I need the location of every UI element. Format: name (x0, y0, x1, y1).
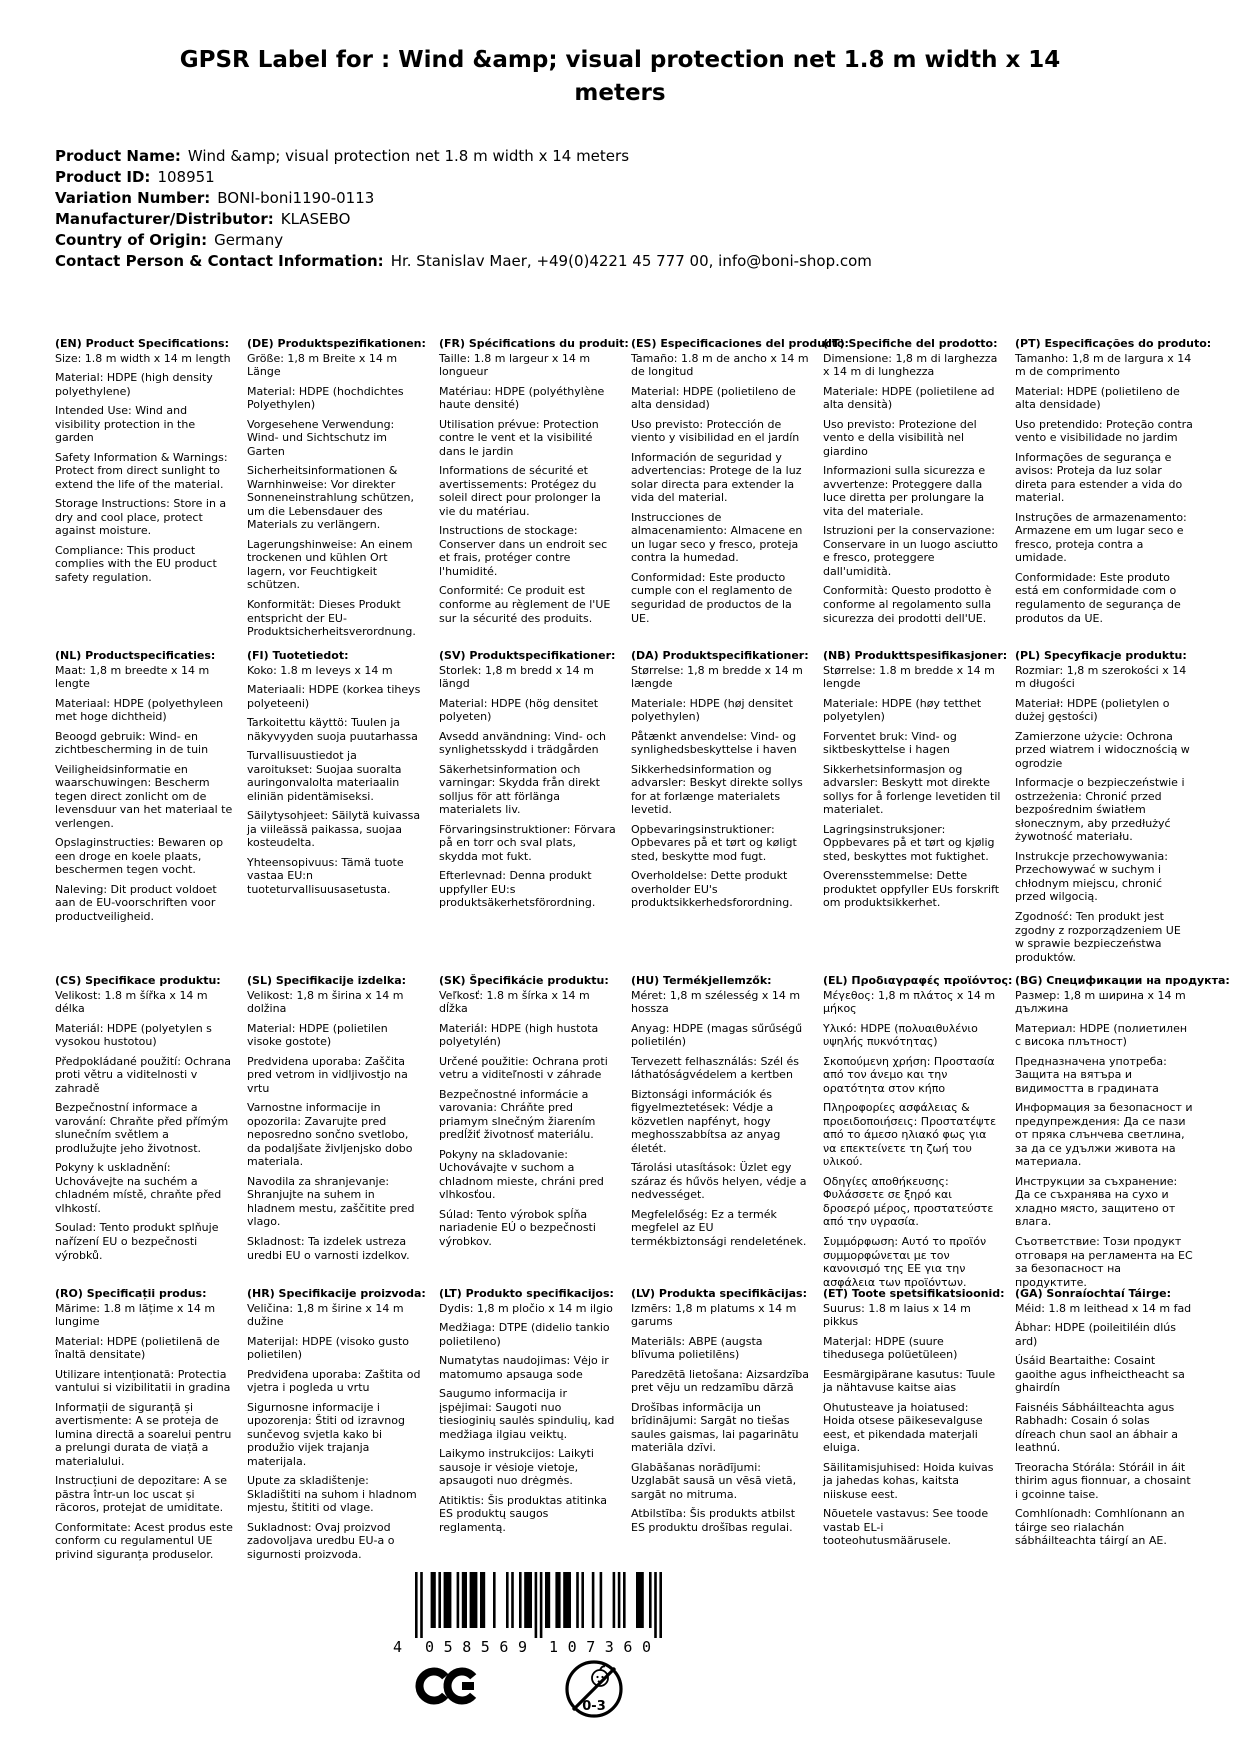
lang-section-paragraph: Eesmärgipärane kasutus: Tuule ja nähtavuse kaitse aias (823, 1367, 996, 1395)
lang-section-paragraph: Anyag: HDPE (magas sűrűségű polietilén) (631, 1021, 803, 1049)
lang-section-paragraph: Compliance: This product complies with the EU product safety regulation. (55, 543, 217, 584)
lang-section-paragraph: Μέγεθος: 1,8 m πλάτος x 14 m μήκος (823, 988, 996, 1016)
lang-section-paragraph: Materiaal: HDPE (polyethyleen met hoge dichtheid) (55, 696, 224, 724)
language-grid (55, 337, 1230, 1568)
lang-section-paragraph: Určené použitie: Ochrana proti vetru a viditeľnosti v záhrade (439, 1054, 608, 1082)
info-value: Wind &amp; visual protection net 1.8 m width x 14 meters (187, 147, 630, 165)
lang-section-lv (631, 1287, 809, 1568)
ce-mark-icon (415, 1664, 483, 1712)
lang-section-heading: (PT) Especificações do produto: (1015, 337, 1212, 350)
lang-section-paragraph: Förvaringsinstruktioner: Förvara på en torr och sval plats, skydda mot fukt. (439, 822, 616, 863)
lang-section-heading: (DA) Produktspecifikationer: (631, 649, 809, 662)
lang-section-sv (439, 649, 617, 974)
lang-section-paragraph: Материал: HDPE (полиетилен с висока плътност) (1015, 1021, 1188, 1049)
lang-section-pl (1015, 649, 1193, 974)
lang-section-paragraph: Upute za skladištenje: Skladištiti na suhom i hladnom mjestu, štititi od vlage. (247, 1474, 417, 1515)
info-row (55, 167, 872, 188)
lang-section-paragraph: Biztonsági információk és figyelmeztetések: Védje a közvetlen napfényt, hogy meghosszabbítsa az anyag életét. (631, 1087, 781, 1155)
lang-section-paragraph: Størrelse: 1.8 m bredde x 14 m lengde (823, 663, 995, 691)
lang-section-paragraph: Paredzētā lietošana: Aizsardzība pret vēju un redzamību dārzā (631, 1367, 810, 1395)
lang-section-paragraph: Instrukcje przechowywania: Przechowywać w suchym i chłodnym miejscu, chronić przed wilgocią. (1015, 849, 1169, 904)
age-warning-label: 0-3 (582, 1699, 606, 1714)
lang-section-paragraph: Tamanho: 1,8 m de largura x 14 m de comprimento (1015, 351, 1192, 379)
info-value: 108951 (157, 168, 215, 186)
lang-section-paragraph: Pokyny k uskladnění: Uchovávejte na suchém a chladném místě, chraňte před vlhkostí. (55, 1161, 222, 1215)
barcode (391, 1572, 675, 1658)
lang-section-paragraph: Предназначена употреба: Защита на вятъра и видимостта в градината (1015, 1054, 1167, 1095)
info-label: Manufacturer/Distributor: (55, 210, 274, 228)
marks-row (415, 1656, 625, 1726)
lang-section-bg (1015, 974, 1230, 1289)
lang-section-heading: (ET) Toote spetsifikatsioonid: (823, 1287, 1005, 1300)
lang-section-paragraph: Numatytas naudojimas: Vėjo ir matomumo apsauga sode (439, 1354, 609, 1381)
lang-section-paragraph: Sukladnost: Ovaj proizvod zadovoljava uredbu EU-a o sigurnosti proizvoda. (247, 1520, 395, 1561)
lang-section-paragraph: Mărime: 1.8 m lățime x 14 m lungime (55, 1301, 216, 1329)
lang-section-paragraph: Pokyny na skladovanie: Uchovávajte v suchom a chladnom mieste, chráni pred vlhkosťou. (439, 1147, 604, 1202)
lang-section-paragraph: Размер: 1,8 m ширина x 14 m дължина (1015, 988, 1186, 1016)
lang-section-paragraph: Informazioni sulla sicurezza e avvertenze: Proteggere dalla luce diretta per prolungare la vita del materiale. (823, 464, 986, 518)
lang-section-paragraph: Sikkerhedsinformation og advarsler: Beskyt direkte sollys for at forlænge materialets levetid. (631, 762, 803, 817)
lang-section-heading: (IT) Specifiche del prodotto: (823, 337, 998, 350)
info-label: Product ID: (55, 168, 151, 186)
lang-section-sl (247, 974, 425, 1287)
lang-section-paragraph: Tervezett felhasználás: Szél és láthatóságvédelem a kertben (631, 1054, 800, 1082)
lang-section-paragraph: Materiaali: HDPE (korkea tiheys polyeteeni) (247, 683, 421, 710)
info-value: Hr. Stanislav Maer, +49(0)4221 45 777 00, info@boni-shop.com (390, 252, 872, 270)
info-label: Contact Person & Contact Information: (55, 252, 384, 270)
lang-section-paragraph: Drošības informācija un brīdinājumi: Sargāt no tiešas saules gaismas, lai pagarinātu materiāla dzīvi. (631, 1400, 799, 1455)
lang-section-heading: (FI) Tuotetiedot: (247, 649, 349, 662)
lang-section-paragraph: Intended Use: Wind and visibility protection in the garden (55, 404, 196, 445)
lang-section-paragraph: Veličina: 1,8 m širine x 14 m dužine (247, 1301, 404, 1329)
lang-section-paragraph: Conformité: Ce produit est conforme au règlement de l'UE sur la sécurité des produits. (439, 584, 611, 625)
lang-section-paragraph: Conformitate: Acest produs este conform cu regulamentul UE privind siguranța produselor. (55, 1520, 233, 1561)
lang-section-hr (247, 1287, 425, 1568)
lang-section-paragraph: Varnostne informacije in opozorila: Zavarujte pred neposredno sončno svetlobo, da podaljšate življenjsko dobo materiala. (247, 1101, 413, 1169)
product-info (55, 146, 872, 272)
lang-section-paragraph: Bezpečnostné informácie a varovania: Chráňte pred priamym slnečným žiarením predĺžiť životnosť materiálu. (439, 1087, 596, 1142)
lang-section-heading: (LV) Produkta specifikācijas: (631, 1287, 807, 1300)
lang-section-paragraph: Předpokládané použití: Ochrana proti větru a viditelnosti v zahradě (55, 1054, 232, 1095)
lang-section-lt (439, 1287, 617, 1568)
lang-section-paragraph: Sigurnosne informacije i upozorenja: Štiti od izravnog sunčevog svjetla kako bi produžio vijek trajanja materijala. (247, 1400, 405, 1468)
lang-section-paragraph: Naleving: Dit product voldoet aan de EU-voorschriften voor productveiligheid. (55, 882, 217, 923)
lang-section-paragraph: Material: HDPE (polietileno de alta densidade) (1015, 384, 1180, 412)
lang-section-paragraph: Bezpečnostní informace a varování: Chraňte před přímým slunečním světlem a prodlužujte jeho životnost. (55, 1101, 229, 1155)
lang-section-paragraph: Saugumo informacija ir įspėjimai: Saugoti nuo tiesioginių saulės spindulių, kad medžiaga ilgiau veiktų. (439, 1387, 615, 1441)
lang-section-paragraph: Conformità: Questo prodotto è conforme al regolamento sulla sicurezza dei prodotti dell'UE. (823, 584, 992, 625)
lang-section-paragraph: Uso previsto: Protección de viento y visibilidad en el jardín (631, 417, 800, 445)
lang-section-paragraph: Taille: 1.8 m largeur x 14 m longueur (439, 351, 591, 379)
lang-section-paragraph: Utilisation prévue: Protection contre le vent et la visibilité dans le jardin (439, 417, 599, 458)
lang-section-paragraph: Tamaño: 1.8 m de ancho x 14 m de longitud (631, 351, 809, 379)
lang-section-paragraph: Conformidad: Este producto cumple con el reglamento de seguridad de productos de la UE. (631, 570, 793, 625)
info-row (55, 209, 872, 230)
lang-section-paragraph: Materiál: HDPE (polyetylen s vysokou hustotou) (55, 1021, 212, 1049)
lang-section-heading: (FR) Spécifications du produit: (439, 337, 629, 350)
lang-section-heading: (GA) Sonraíochtaí Táirge: (1015, 1287, 1171, 1300)
lang-section-et (823, 1287, 1005, 1568)
lang-section-heading: (ES) Especificaciones del producto: (631, 337, 849, 350)
info-row (55, 188, 872, 209)
lang-section-paragraph: Méid: 1.8 m leithead x 14 m fad (1015, 1301, 1192, 1315)
lang-section-heading: (NL) Productspecificaties: (55, 649, 216, 662)
lang-section-da (631, 649, 809, 974)
lang-section-heading: (LT) Produkto specifikacijos: (439, 1287, 614, 1300)
lang-section-paragraph: Materiale: HDPE (høy tetthet polyetylen) (823, 696, 982, 724)
lang-section-paragraph: Zamierzone użycie: Ochrona przed wiatrem i widocznością w ogrodzie (1015, 729, 1190, 770)
lang-section-paragraph: Informations de sécurité et avertissements: Protégez du soleil direct pour prolonger la vie du matériau. (439, 464, 601, 518)
lang-section-paragraph: Material: HDPE (polietileno de alta densidad) (631, 384, 796, 412)
lang-section-paragraph: Veľkosť: 1.8 m šírka x 14 m dĺžka (439, 988, 590, 1016)
lang-section-fi (247, 649, 425, 974)
lang-section-paragraph: Medžiaga: DTPE (didelio tankio polietileno) (439, 1321, 610, 1348)
lang-section-paragraph: Overholdelse: Dette produkt overholder EU's produktsikkerhedsforordning. (631, 869, 793, 910)
lang-section-paragraph: Avsedd användning: Vind- och synlighetsskydd i trädgården (439, 729, 606, 757)
lang-section-paragraph: Materiale: HDPE (polietilene ad alta densità) (823, 384, 995, 412)
lang-section-paragraph: Tárolási utasítások: Üzlet egy száraz és hűvös helyen, védje a nedvességet. (631, 1161, 807, 1202)
lang-section-heading: (SV) Produktspecifikationer: (439, 649, 616, 662)
lang-section-paragraph: Konformität: Dieses Produkt entspricht der EU-Produktsicherheitsverordnung. (247, 598, 416, 639)
lang-section-paragraph: Größe: 1,8 m Breite x 14 m Länge (247, 351, 398, 379)
lang-section-ga (1015, 1287, 1193, 1568)
lang-section-paragraph: Súlad: Tento výrobok spĺňa nariadenie EÚ o bezpečnosti výrobkov. (439, 1207, 596, 1248)
lang-section-paragraph: Conformidade: Este produto está em conformidade com o regulamento de segurança de produtos da UE. (1015, 570, 1181, 625)
barcode-digit-first: 4 (393, 1638, 403, 1654)
lang-section-paragraph: Lagerungshinweise: An einem trockenen und kühlen Ort lagern, vor Feuchtigkeit schützen. (247, 537, 413, 592)
lang-section-paragraph: Tarkoitettu käyttö: Tuulen ja näkyvyyden suoja puutarhassa (247, 716, 418, 743)
lang-section-paragraph: Veiligheidsinformatie en waarschuwingen: Bescherm tegen direct zonlicht om de levensduur van het materiaal te verlengen. (55, 762, 233, 830)
lang-section-paragraph: Glabāšanas norādījumi: Uzglabāt sausā un vēsā vietā, sargāt no mitruma. (631, 1460, 797, 1501)
lang-section-paragraph: Laikymo instrukcijos: Laikyti sausoje ir vėsioje vietoje, apsaugoti nuo drėgmės. (439, 1447, 594, 1488)
lang-section-paragraph: Rozmiar: 1,8 m szerokości x 14 m długości (1015, 663, 1187, 691)
lang-section-heading: (DE) Produktspezifikationen: (247, 337, 426, 350)
lang-section-paragraph: Material: HDPE (high density polyethylene) (55, 371, 213, 398)
lang-section-paragraph: Vorgesehene Verwendung: Wind- und Sichtschutz im Garten (247, 417, 395, 458)
lang-section-paragraph: Sikkerhetsinformasjon og advarsler: Beskytt mot direkte sollys for å forlenge levetiden til materialet. (823, 762, 1001, 817)
lang-section-paragraph: Informații de siguranță și avertismente: A se proteja de lumina directă a soarelui pentru a prelungi durata de viață a materialului. (55, 1400, 232, 1468)
lang-section-paragraph: Megfelelőség: Ez a termék megfelel az EU termékbiztonsági rendeletének. (631, 1207, 807, 1248)
lang-section-paragraph: Instrucțiuni de depozitare: A se păstra într-un loc uscat și răcoros, protejat de umiditate. (55, 1474, 228, 1515)
lang-section-paragraph: Comhlíonadh: Comhlíonann an táirge seo rialachán sábháilteachta táirgí an AE. (1015, 1507, 1185, 1548)
lang-section-es (631, 337, 849, 649)
lang-section-paragraph: Matériau: HDPE (polyéthylène haute densité) (439, 384, 605, 412)
lang-section-paragraph: Инструкции за съхранение: Да се съхранява на сухо и хладно място, защитено от влага. (1015, 1174, 1178, 1229)
info-row (55, 230, 872, 251)
lang-section-paragraph: Skladnost: Ta izdelek ustreza uredbi EU o varnosti izdelkov. (247, 1235, 410, 1262)
info-value: KLASEBO (280, 210, 351, 228)
lang-section-paragraph: Instructions de stockage: Conserver dans un endroit sec et frais, protéger contre l'humidité. (439, 524, 608, 578)
barcode-digits-right: 107360 (549, 1638, 651, 1654)
lang-section-paragraph: Yhteensopivuus: Tämä tuote vastaa EU:n tuoteturvallisuusasetusta. (247, 855, 404, 896)
lang-section-paragraph: Safety Information & Warnings: Protect from direct sunlight to extend the life of the material. (55, 450, 228, 491)
lang-section-paragraph: Treoracha Stórála: Stóráil in áit thirim agus fionnuar, a chosaint i gcoinne taise. (1015, 1460, 1191, 1501)
lang-section-paragraph: Úsáid Beartaithe: Cosaint gaoithe agus infheictheacht sa ghairdín (1015, 1354, 1185, 1395)
lang-section-paragraph: Materjal: HDPE (suure tihedusega polüetüleen) (823, 1334, 958, 1362)
lang-section-paragraph: Turvallisuustiedot ja varoitukset: Suojaa suoralta auringonvalolta materiaalin eliniän pidentämiseksi. (247, 749, 402, 803)
lang-section-paragraph: Säkerhetsinformation och varningar: Skydda från direkt solljus för att förlänga materialets liv. (439, 762, 600, 817)
age-warning-icon (563, 1656, 625, 1726)
lang-section-paragraph: Velikost: 1.8 m šířka x 14 m délka (55, 988, 208, 1016)
lang-section-paragraph: Material: HDPE (hochdichtes Polyethylen) (247, 384, 404, 412)
lang-section-paragraph: Información de seguridad y advertencias: Protege de la luz solar directa para extender la vida del material. (631, 450, 802, 505)
lang-section-paragraph: Informações de segurança e avisos: Proteja da luz solar direta para estender a vida do material. (1015, 450, 1183, 505)
lang-section-heading: (CS) Specifikace produktu: (55, 974, 221, 987)
lang-section-paragraph: Méret: 1,8 m szélesség x 14 m hossza (631, 988, 801, 1016)
lang-section-paragraph: Informacje o bezpieczeństwie i ostrzeżenia: Chronić przed bezpośrednim światłem słonecznym, aby przedłużyć żywotność materiału. (1015, 776, 1185, 844)
lang-section-paragraph: Zgodność: Ten produkt jest zgodny z rozporządzeniem UE w sprawie bezpieczeństwa produktów. (1015, 910, 1181, 964)
lang-section-sk (439, 974, 617, 1287)
lang-section-cs (55, 974, 233, 1287)
lang-section-paragraph: Efterlevnad: Denna produkt uppfyller EU:s produktsäkerhetsförordning. (439, 869, 596, 910)
lang-section-paragraph: Navodila za shranjevanje: Shranjujte na suhem in hladnem mestu, zaščitite pred vlago. (247, 1174, 415, 1229)
lang-section-nb (823, 649, 1008, 974)
lang-section-paragraph: Soulad: Tento produkt splňuje nařízení EU o bezpečnosti výrobků. (55, 1221, 219, 1262)
lang-section-paragraph: Πληροφορίες ασφάλειας & προειδοποιήσεις: Προστατέψτε από το άμεσο ηλιακό φως για να επεκτείνετε τη ζωή του υλικού. (823, 1101, 997, 1169)
lang-section-paragraph: Dydis: 1,8 m pločio x 14 m ilgio (439, 1301, 613, 1315)
lang-section-paragraph: Lagringsinstruksjoner: Oppbevares på et tørt og kjølig sted, beskyttes mot fuktighet. (823, 822, 995, 863)
lang-section-paragraph: Predviđena uporaba: Zaštita od vjetra i pogleda u vrtu (247, 1367, 421, 1395)
lang-section-paragraph: Izmērs: 1,8 m platums x 14 m garums (631, 1301, 797, 1329)
lang-section-paragraph: Koko: 1.8 m leveys x 14 m (247, 663, 393, 677)
lang-section-paragraph: Overensstemmelse: Dette produktet oppfyller EUs forskrift om produktsikkerhet. (823, 869, 1000, 910)
info-label: Product Name: (55, 147, 181, 165)
lang-section-paragraph: Storlek: 1,8 m bredd x 14 m längd (439, 663, 594, 691)
info-value: BONI-boni1190-0113 (217, 189, 375, 207)
lang-section-en (55, 337, 233, 649)
lang-section-paragraph: Säilitamisjuhised: Hoida kuivas ja jahedas kohas, kaitsta niiskuse eest. (823, 1460, 994, 1501)
ce-mark-label (483, 1664, 484, 1665)
lang-section-paragraph: Συμμόρφωση: Αυτό το προϊόν συμμορφώνεται με τον κανονισμό της ΕΕ για την ασφάλεια των προϊόντων. (823, 1235, 987, 1289)
lang-section-heading: (HR) Specifikacije proizvoda: (247, 1287, 426, 1300)
lang-section-paragraph: Faisnéis Sábháilteachta agus Rabhadh: Cosain ó solas díreach chun saol an ábhair a leathnú. (1015, 1400, 1179, 1455)
info-value: Germany (214, 231, 284, 249)
lang-section-fr (439, 337, 629, 649)
lang-section-ro (55, 1287, 233, 1568)
info-row (55, 146, 872, 167)
lang-section-heading: (EL) Προδιαγραφές προϊόντος: (823, 974, 1013, 987)
lang-section-paragraph: Uso pretendido: Proteção contra vento e visibilidade no jardim (1015, 417, 1193, 445)
barcode-digits-left: 058569 (425, 1638, 527, 1654)
lang-section-it (823, 337, 1001, 649)
lang-section-hu (631, 974, 809, 1287)
lang-section-paragraph: Størrelse: 1,8 m bredde x 14 m længde (631, 663, 803, 691)
lang-section-heading: (NB) Produkttspesifikasjoner: (823, 649, 1008, 662)
lang-section-paragraph: Ábhar: HDPE (poileitiléin dlús ard) (1015, 1321, 1176, 1348)
lang-section-paragraph: Predvidena uporaba: Zaščita pred vetrom in vidljivostjo na vrtu (247, 1054, 408, 1095)
lang-section-paragraph: Beoogd gebruik: Wind- en zichtbescherming in de tuin (55, 729, 209, 757)
lang-section-heading: (RO) Specificații produs: (55, 1287, 207, 1300)
barcode-bars (391, 1572, 675, 1654)
lang-section-heading: (SK) Špecifikácie produktu: (439, 974, 609, 987)
lang-section-paragraph: Opslaginstructies: Bewaren op een droge en koele plaats, beschermen tegen vocht. (55, 836, 224, 877)
lang-section-paragraph: Forventet bruk: Vind- og siktbeskyttelse i hagen (823, 729, 957, 757)
lang-section-paragraph: Material: HDPE (polietilenă de înaltă densitate) (55, 1334, 220, 1362)
lang-section-paragraph: Atitiktis: Šis produktas atitinka ES produktų saugos reglamentą. (439, 1493, 607, 1534)
info-label: Country of Origin: (55, 231, 208, 249)
lang-section-de (247, 337, 425, 649)
lang-section-heading: (PL) Specyfikacje produktu: (1015, 649, 1187, 662)
lang-section-paragraph: Σκοπούμενη χρήση: Προστασία από τον άνεμο και την ορατότητα στον κήπο (823, 1054, 995, 1095)
lang-section-paragraph: Atbilstība: Šis produkts atbilst ES produktu drošības regulai. (631, 1507, 796, 1534)
lang-section-paragraph: Информация за безопасност и предупреждения: Да се пази от пряка слънчева светлина, за да се удължи живота на материала. (1015, 1101, 1193, 1169)
lang-section-paragraph: Instruções de armazenamento: Armazene em um lugar seco e fresco, proteja contra a umidade. (1015, 510, 1187, 565)
lang-section-heading: (HU) Termékjellemzők: (631, 974, 772, 987)
lang-section-paragraph: Υλικό: HDPE (πολυαιθυλένιο υψηλής πυκνότητας) (823, 1021, 978, 1049)
lang-section-paragraph: Materiāls: ABPE (augsta blīvuma polietilēns) (631, 1334, 763, 1362)
lang-section-paragraph: Materiał: HDPE (polietylen o dużej gęstości) (1015, 696, 1170, 724)
lang-section-paragraph: Material: HDPE (polietilen visoke gostote) (247, 1021, 388, 1049)
lang-section-el (823, 974, 1013, 1289)
lang-section-paragraph: Materiál: HDPE (high hustota polyetylén) (439, 1021, 599, 1049)
lang-section-paragraph: Maat: 1,8 m breedte x 14 m lengte (55, 663, 210, 691)
info-label: Variation Number: (55, 189, 211, 207)
lang-section-heading: (SL) Specifikacije izdelka: (247, 974, 407, 987)
lang-section-paragraph: Съответствие: Този продукт отговаря на регламента на ЕС за безопасност на продуктите. (1015, 1235, 1193, 1289)
lang-section-heading: (BG) Спецификации на продукта: (1015, 974, 1230, 987)
lang-section-paragraph: Materiale: HDPE (høj densitet polyethylen) (631, 696, 793, 724)
lang-section-heading: (EN) Product Specifications: (55, 337, 229, 350)
lang-section-paragraph: Istruzioni per la conservazione: Conservare in un luogo asciutto e fresco, proteggere dall'umidità. (823, 524, 999, 578)
lang-section-paragraph: Dimensione: 1,8 m di larghezza x 14 m di lunghezza (823, 351, 998, 379)
lang-section-paragraph: Påtænkt anvendelse: Vind- og synlighedsbeskyttelse i haven (631, 729, 797, 757)
lang-section-paragraph: Uso previsto: Protezione del vento e della visibilità nel giardino (823, 417, 977, 458)
lang-section-paragraph: Sicherheitsinformationen & Warnhinweise: Vor direkter Sonneneinstrahlung schützen, um die Lebensdauer des Materials zu verlängern. (247, 464, 414, 532)
lang-section-paragraph: Materijal: HDPE (visoko gusto polietilen) (247, 1334, 410, 1362)
lang-section-paragraph: Opbevaringsinstruktioner: Opbevares på et tørt og køligt sted, beskytte mod fugt. (631, 822, 797, 863)
lang-section-paragraph: Material: HDPE (hög densitet polyeten) (439, 696, 599, 724)
lang-section-paragraph: Size: 1.8 m width x 14 m length (55, 351, 231, 365)
lang-section-paragraph: Instrucciones de almacenamiento: Almacene en un lugar seco y fresco, proteja contra la humedad. (631, 510, 803, 565)
lang-section-paragraph: Utilizare intenționată: Protectia vantului si vizibilitatii in gradina (55, 1367, 231, 1395)
lang-section-paragraph: Säilytysohjeet: Säilytä kuivassa ja viileässä paikassa, suojaa kosteudelta. (247, 809, 421, 850)
lang-section-paragraph: Storage Instructions: Store in a dry and cool place, protect against moisture. (55, 497, 227, 538)
lang-section-paragraph: Ohutusteave ja hoiatused: Hoida otsese päikesevalguse eest, et pikendada materjali eluiga. (823, 1400, 983, 1455)
lang-section-paragraph: Velikost: 1,8 m širina x 14 m dolžina (247, 988, 404, 1016)
page-title: GPSR Label for : Wind &amp; visual protection net 1.8 m width x 14 meters (179, 47, 1061, 107)
info-row (55, 251, 872, 272)
lang-section-nl (55, 649, 233, 974)
lang-section-paragraph: Οδηγίες αποθήκευσης: Φυλάσσετε σε ξηρό και δροσερό μέρος, προστατεύστε από την υγρασία. (823, 1174, 994, 1229)
lang-section-pt (1015, 337, 1212, 649)
lang-section-paragraph: Suurus: 1.8 m laius x 14 m pikkus (823, 1301, 971, 1329)
lang-section-paragraph: Nõuetele vastavus: See toode vastab EL-i tooteohutusmäärusele. (823, 1507, 989, 1548)
